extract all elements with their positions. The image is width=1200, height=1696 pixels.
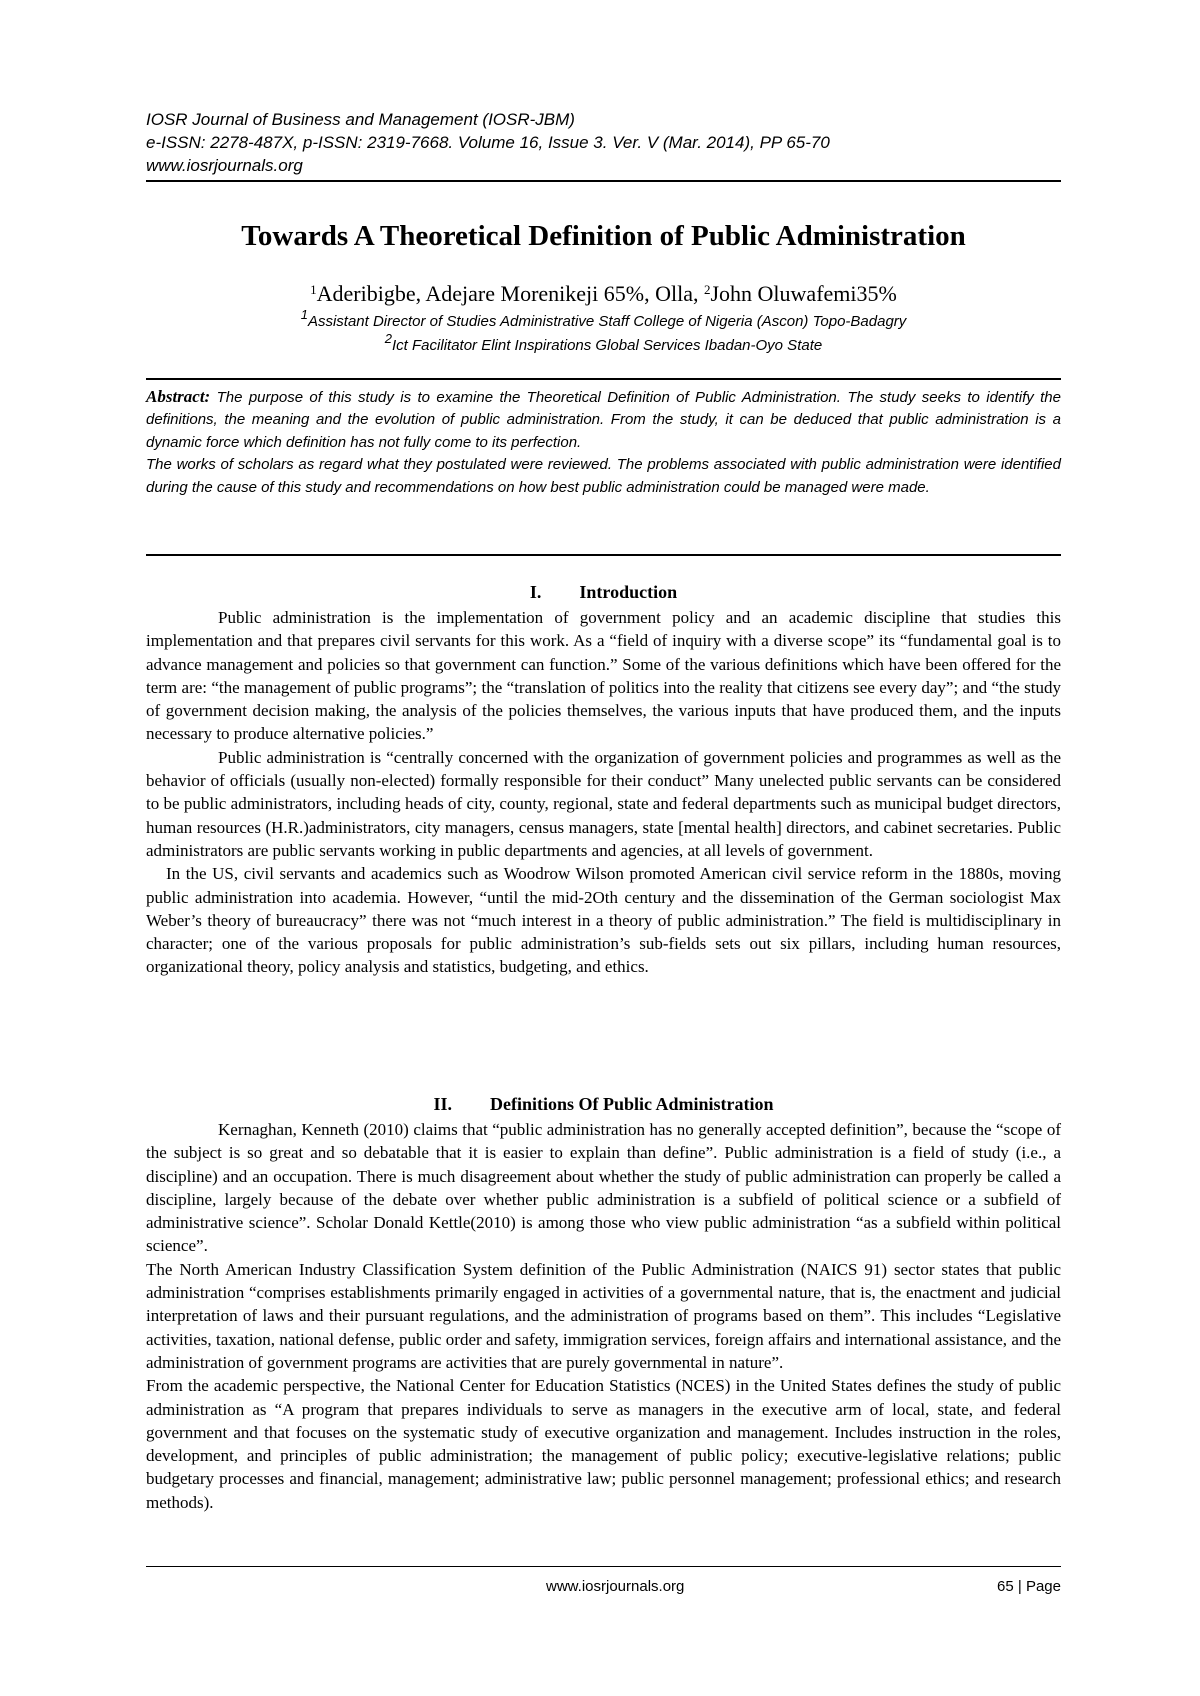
section-title: Definitions Of Public Administration xyxy=(489,1094,774,1114)
affiliation-1-text: Assistant Director of Studies Administrative Staff College of Nigeria (Ascon) Topo-Badagry xyxy=(307,313,907,330)
paragraph: In the US, civil servants and academics such as Woodrow Wilson promoted American civil service reform in the 1880s, moving public administration into academia. However, “until the mid-2Oth century and the dissemination of the German sociologist Max Weber’s theory of bureaucracy” there was not “much interest in a theory of public administration.” The field is multidisciplinary in character; one of the various proposals for public administration’s sub-fields sets out six pillars, including human resources, organizational theory, policy analysis and statistics, budgeting, and ethics. xyxy=(146,864,1061,977)
journal-website[interactable]: www.iosrjournals.org xyxy=(146,156,303,175)
affiliation-2-text: Ict Facilitator Elint Inspirations Global Services Ibadan-Oyo State xyxy=(392,337,823,354)
author-line xyxy=(146,280,1061,308)
author2-sup: 2 xyxy=(703,282,711,297)
author1: Aderibigbe, Adejare Morenikeji 65%, Olla, xyxy=(316,281,704,306)
journal-name: IOSR Journal of Business and Management (IOSR-JBM) xyxy=(146,110,575,129)
abstract-label: Abstract: xyxy=(146,387,211,406)
section-heading xyxy=(146,580,1061,604)
abstract-text-1: The purpose of this study is to examine the Theoretical Definition of Public Administration. The study seeks to identify the definitions, the meaning and the evolution of public administration. From the study, it can be deduced that public administration is a dynamic force which definition has not fully come to its perfection. xyxy=(146,389,1061,451)
section-title: Introduction xyxy=(579,582,678,602)
affiliation-1-sup: 1 xyxy=(300,307,308,322)
abstract-top-rule xyxy=(146,378,1061,380)
affiliation-2 xyxy=(146,331,1061,357)
paragraph: Kernaghan, Kenneth (2010) claims that “public administration has no generally accepted definition”, because the “scope of the subject is so great and so debatable that it is easier to explain than define”. Public administration is a field of study (i.e., a discipline) and an occupation. There is much disagreement about whether the study of public administration can properly be called a discipline, largely because of the debate over whether public administration is a subfield of political science or a subfield of administrative science”. Scholar Donald Kettle(2010) is among those who view public administration “as a subfield within political science”. xyxy=(146,1120,1061,1256)
page-number: 65 | Page xyxy=(997,1578,1061,1595)
author1-sup: 1 xyxy=(310,282,317,297)
footer-website[interactable]: www.iosrjournals.org xyxy=(546,1578,685,1595)
paper-title: Towards A Theoretical Definition of Public Administration xyxy=(241,220,966,252)
section-number: I. xyxy=(529,582,542,602)
header-rule xyxy=(146,180,1061,182)
abstract-paragraph-1 xyxy=(146,386,1061,454)
section-introduction xyxy=(146,580,1061,979)
paragraph: Public administration is the implementation of government policy and an academic discipline that studies this implementation and that prepares civil servants for this work. As a “field of inquiry with a diverse scope” its “fundamental goal is to advance management and policies so that government can function.” Some of the various definitions which have been offered for the term are: “the management of public programs”; the “translation of politics into the reality that citizens see every day”; and “the study of government decision making, the analysis of the policies themselves, the various inputs that have produced them, and the inputs necessary to produce alternative policies.” xyxy=(146,608,1061,744)
page-footer xyxy=(146,1578,1061,1602)
paragraph: Public administration is “centrally concerned with the organization of government policies and programmes as well as the behavior of officials (usually non-elected) formally responsible for their conduct” Many unelected public servants can be considered to be public administrators, including heads of city, county, regional, state and federal departments such as municipal budget directors, human resources (H.R.)administrators, city managers, census managers, state [mental health] directors, and cabinet secretaries. Public administrators are public servants working in public departments and agencies, at all levels of government. xyxy=(146,747,1061,860)
paragraph: The North American Industry Classification System definition of the Public Administration (NAICS 91) sector states that public administration “comprises establishments primarily engaged in activities of a governmental nature, that is, the enactment and judicial interpretation of laws and their pursuant regulations, and the administration of programs based on them”. This includes “Legislative activities, taxation, national defense, public order and safety, immigration services, foreign affairs and international assistance, and the administration of government programs are activities that are purely governmental in nature”. xyxy=(146,1259,1061,1372)
abstract-paragraph-2: The works of scholars as regard what they postulated were reviewed. The problems associated with public administration were identified during the cause of this study and recommendations on how best public administration could be managed were made. xyxy=(146,456,1061,496)
affiliation-1 xyxy=(146,307,1061,333)
paragraph: From the academic perspective, the National Center for Education Statistics (NCES) in the United States defines the study of public administration as “A program that prepares individuals to serve as managers in the executive arm of local, state, and federal government and that focuses on the systematic study of executive organization and management. Includes instruction in the roles, development, and principles of public administration; the management of public policy; executive-legislative relations; public budgetary processes and financial, management; administrative law; public personnel management; professional ethics; and research methods). xyxy=(146,1376,1061,1512)
journal-header xyxy=(146,108,1061,177)
section-definitions xyxy=(146,1092,1061,1514)
abstract-bottom-rule xyxy=(146,554,1061,556)
footer-rule xyxy=(146,1566,1061,1567)
affiliation-2-sup: 2 xyxy=(384,331,393,346)
section-number: II. xyxy=(433,1094,452,1114)
author2: John Oluwafemi35% xyxy=(710,281,897,306)
section-heading xyxy=(146,1092,1061,1116)
abstract xyxy=(146,386,1061,499)
issn-line: e-ISSN: 2278-487X, p-ISSN: 2319-7668. Volume 16, Issue 3. Ver. V (Mar. 2014), PP 65-70 xyxy=(146,133,830,152)
